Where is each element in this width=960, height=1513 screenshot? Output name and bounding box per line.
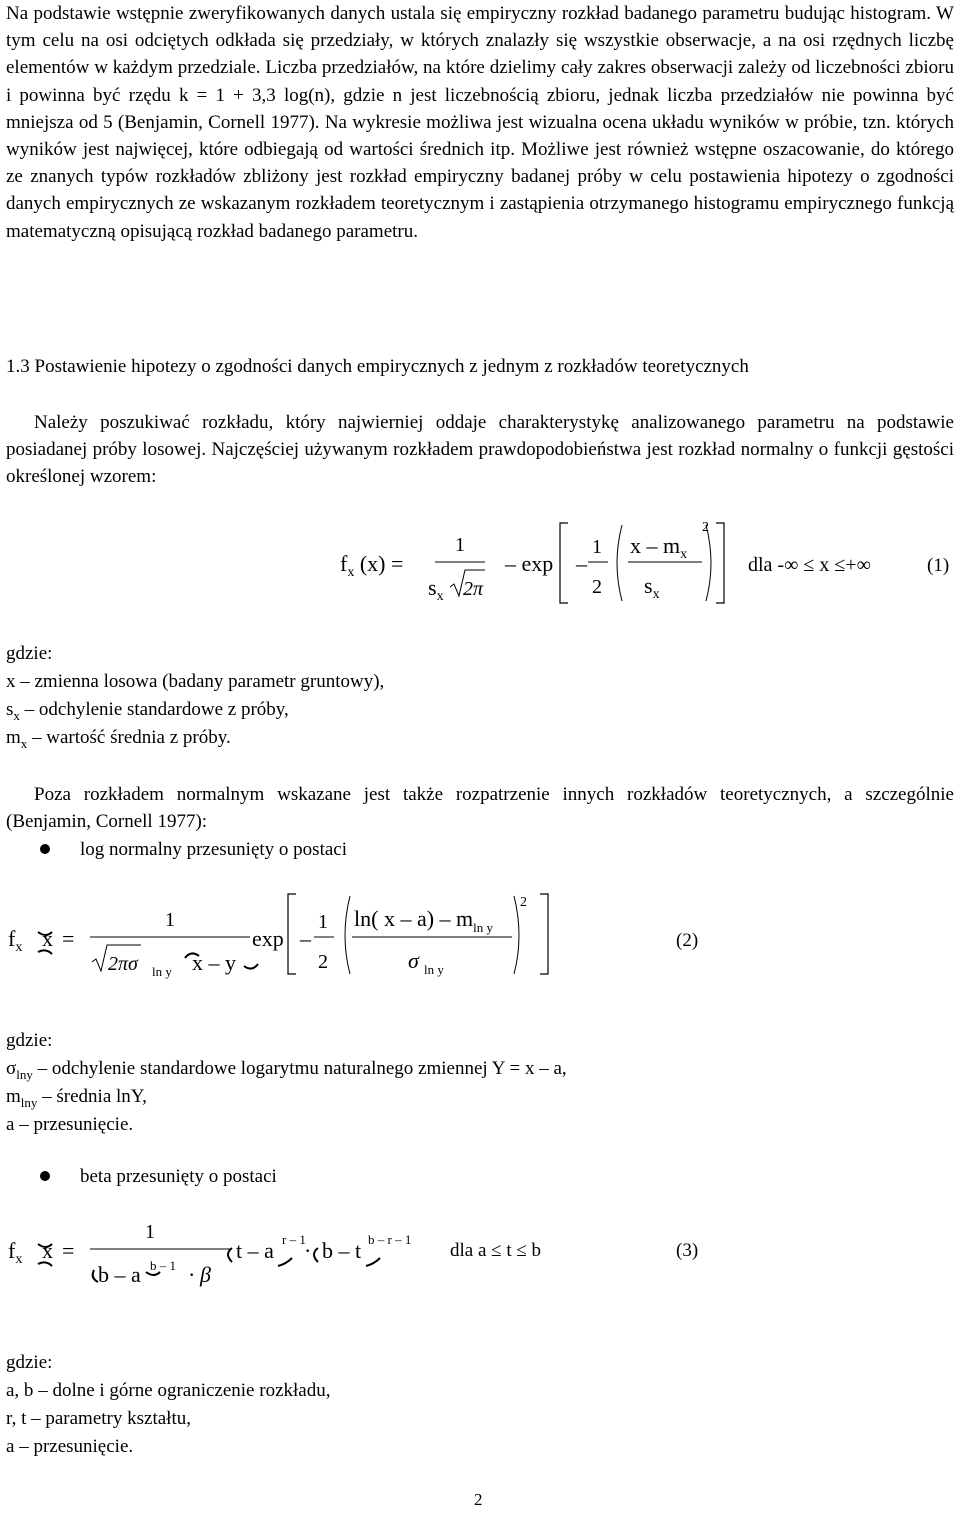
svg-text:2: 2 <box>520 895 527 910</box>
svg-text:x: x <box>42 926 53 951</box>
where1-item-x: x – zmienna losowa (badany parametr gruntowy), <box>6 671 385 692</box>
svg-text:x – y: x – y <box>192 950 236 975</box>
bullet-lognormal: log normalny przesunięty o postaci <box>80 839 347 860</box>
page-number: 2 <box>474 1490 483 1509</box>
paragraph-histogram: Na podstawie wstępnie zweryfikowanych danych ustala się empiryczny rozkład badanego parametru budując histogram. W tym celu na osi odciętych odkłada się przedziały, w których znalazły się wszystkie obserwacje, a na osi rzędnych liczbę elementów w każdym przedziale. Liczba przedziałów, na które dzielimy cały zakres obserwacji zależy od liczebności zbioru i powinna być rzędu k = 1 + 3,3 log(n), gdzie n jest liczebnością zbioru, jednak liczba przedziałów nie powinna być mniejsza od 5 (Benjamin, Cornell 1977). Na wykresie możliwa jest wizualna ocena układu wyników w próbie, tzn. których wyników jest najwięcej, które odbiegają od wartości średnich itp. Możliwe jest również wstępne oszacowanie, do którego ze znanych typów rozkładów zbliżony jest rozkład empiryczny badanej próby w celu postawienia hipotezy o zgodności danych empirycznych ze wskazanym rozkładem teoretycznym i zastąpienia otrzymanego histogramu empirycznego funkcją matematyczną opisującą rozkład badanego parametru. <box>6 3 954 242</box>
svg-text:sx: $s_x$ <box>428 575 444 604</box>
svg-text:–: – <box>576 551 587 576</box>
where1-item-sx: $s_x$ – odchylenie standardowe z próby, <box>6 699 289 723</box>
svg-text:2π: 2π <box>463 578 484 600</box>
where2-item-a: a – przesunięcie. <box>6 1114 134 1135</box>
where3-item-a: a – przesunięcie. <box>6 1436 134 1457</box>
svg-text:fx: $f_x$ <box>8 926 23 955</box>
svg-text:t – a: t – a <box>236 1238 274 1263</box>
where3-item-ab: a, b – dolne i górne ograniczenie rozkładu, <box>6 1380 331 1401</box>
paragraph-other-distributions: Poza rozkładem normalnym wskazane jest także rozpatrzenie innych rozkładów teoretycznych, a szczególnie (Benjamin, Cornell 1977): <box>6 784 954 833</box>
svg-text:fx: $f_x$ <box>8 1238 23 1267</box>
svg-text:1: 1 <box>318 911 328 933</box>
svg-text:b – 1: b – 1 <box>150 1258 176 1273</box>
equation-2-svg <box>0 880 960 990</box>
svg-text:2: 2 <box>318 951 328 973</box>
svg-text:·: · <box>188 1262 196 1287</box>
svg-text:dla -∞ ≤ x ≤+∞: dla -∞ ≤ x ≤+∞ <box>748 554 871 576</box>
svg-text:=: = <box>62 926 75 951</box>
paragraph-normal-distribution: Należy poszukiwać rozkładu, który najwierniej oddaje charakterystykę analizowanego parametru na podstawie posiadanej próby losowej. Najczęściej używanym rozkładem prawdopodobieństwa jest rozkład normalny o funkcji gęstości określonej wzorem: <box>6 412 954 488</box>
svg-text:b – a: b – a <box>98 1262 141 1287</box>
bullet-dot-2 <box>40 1171 50 1181</box>
where3-label: gdzie: <box>6 1352 53 1373</box>
bullet-beta: beta przesunięty o postaci <box>80 1166 277 1187</box>
where3-item-rt: r, t – parametry kształtu, <box>6 1408 191 1429</box>
svg-text:exp: exp <box>252 926 284 951</box>
where2-item-sigma: $\sigma_{lny}$ – odchylenie standardowe logarytmu naturalnego zmiennej Y = x – a, <box>6 1058 567 1082</box>
svg-text:b – r – 1: b – r – 1 <box>368 1232 412 1247</box>
svg-text:1: 1 <box>592 536 602 558</box>
equation-3-number: (3) <box>676 1240 699 1261</box>
svg-text:r – 1: r – 1 <box>282 1232 306 1247</box>
eq1-lhs: $f_x$ (x) = <box>340 551 404 580</box>
svg-text:ln y: ln y <box>152 964 172 979</box>
svg-text:ln( x – a) – mln y: ln( x – $a) - m_{ln y}$ <box>354 906 494 935</box>
svg-text:–: – <box>300 926 311 951</box>
where2-label: gdzie: <box>6 1030 53 1051</box>
svg-text:2: 2 <box>702 520 709 535</box>
svg-text:– exp: – exp <box>505 551 554 576</box>
svg-text:β: β <box>200 1262 211 1287</box>
svg-text:2πσ: 2πσ <box>108 953 138 975</box>
where1-label: gdzie: <box>6 643 53 664</box>
svg-text:=: = <box>62 1238 75 1263</box>
equation-3-range: dla a ≤ t ≤ b <box>450 1240 542 1261</box>
where1-item-mx: $m_x$ – wartość średnia z próby. <box>6 727 231 751</box>
equation-1-svg <box>330 515 960 615</box>
svg-text:b – t: b – t <box>322 1238 362 1263</box>
bullet-dot-1 <box>40 844 50 854</box>
svg-text:1: 1 <box>455 534 465 556</box>
section-heading: 1.3 Postawienie hipotezy o zgodności danych empirycznych z jednym z rozkładów teoretycznych <box>6 356 749 377</box>
svg-text:(1): (1) <box>927 555 950 576</box>
svg-text:x: x <box>42 1238 53 1263</box>
svg-text:1: 1 <box>145 1221 155 1243</box>
where2-item-m: $m_{lny}$ – średnia lnY, <box>6 1086 147 1110</box>
svg-text:1: 1 <box>165 909 175 931</box>
svg-text:ln y: ln y <box>424 962 444 977</box>
svg-text:·: · <box>304 1238 312 1263</box>
svg-text:sx: $s_x$ <box>644 573 660 602</box>
equation-2-number: (2) <box>676 930 699 951</box>
svg-text:2: 2 <box>592 576 602 598</box>
svg-text:σ: σ <box>408 948 419 973</box>
svg-text:x – mx: x – $m_x$ <box>630 533 688 562</box>
